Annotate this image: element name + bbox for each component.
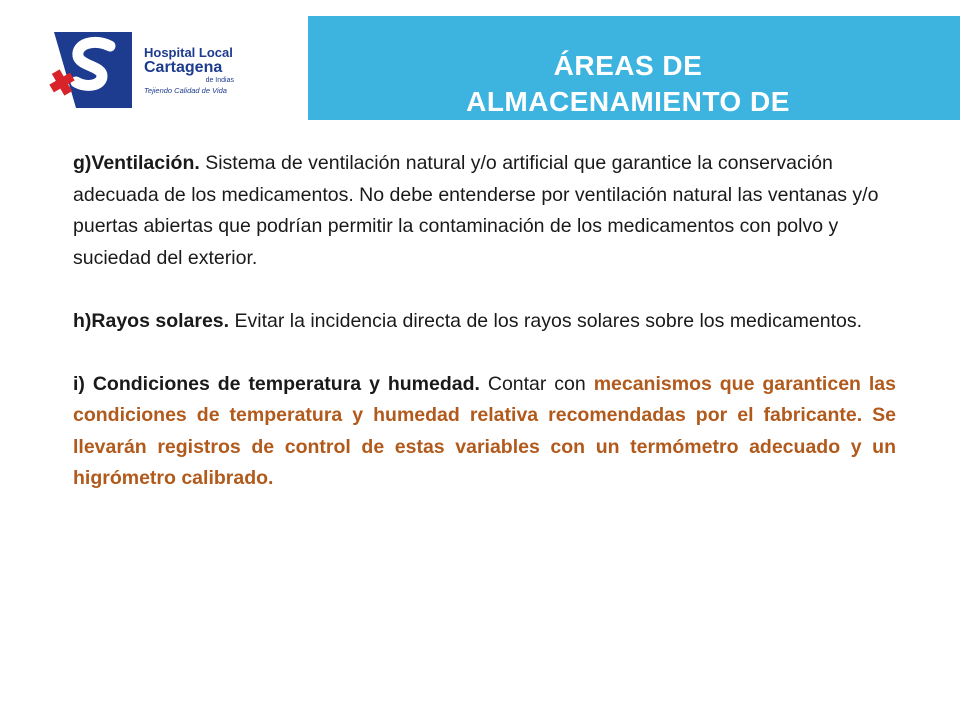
section-ventilation — [73, 148, 896, 274]
logo-city-line: Cartagena — [144, 59, 223, 76]
paragraph-gap — [73, 274, 896, 306]
page-title — [308, 48, 948, 120]
section-conditions — [73, 369, 896, 495]
section-solar-label: h)Rayos solares. — [73, 309, 230, 332]
section-ventilation-text: Sistema de ventilación natural y/o artificial que garantice la conservación adecuada de los medicamentos. No debe entenderse por ventilación natural las ventanas y/o puertas abiertas que podrían permitir la contaminación de los medicamentos con polvo y suciedad del exterior. — [73, 152, 879, 269]
hospital-logo — [36, 28, 276, 114]
title-line-2: ALMACENAMIENTO DE — [466, 86, 790, 117]
hospital-logo-mark-icon — [36, 28, 140, 114]
section-conditions-label: i) Condiciones de temperatura y humedad. — [73, 372, 480, 395]
logo-tagline: Tejiendo Calidad de Vida — [144, 86, 227, 95]
section-conditions-highlight: mecanismos que garanticen las condiciones de temperatura y humedad relativa recomendadas por el fabricante. Se llevarán registros de control de estas variables con un termómetro adecuado y un higrómetro calibrado. — [73, 372, 896, 489]
title-line-1: ÁREAS DE — [553, 50, 703, 81]
logo-name-line: Hospital Local — [144, 45, 233, 60]
logo-text — [144, 46, 234, 95]
section-conditions-text: Contar con — [479, 372, 594, 395]
title-banner — [308, 16, 960, 120]
paragraph-gap — [73, 337, 896, 369]
section-solar-text: Evitar la incidencia directa de los rayos solares sobre los medicamentos. — [229, 309, 863, 332]
body-content — [73, 148, 896, 495]
section-solar — [73, 306, 896, 338]
logo-region-line: de Indias — [205, 77, 234, 84]
section-ventilation-label: g)Ventilación. — [73, 152, 200, 174]
